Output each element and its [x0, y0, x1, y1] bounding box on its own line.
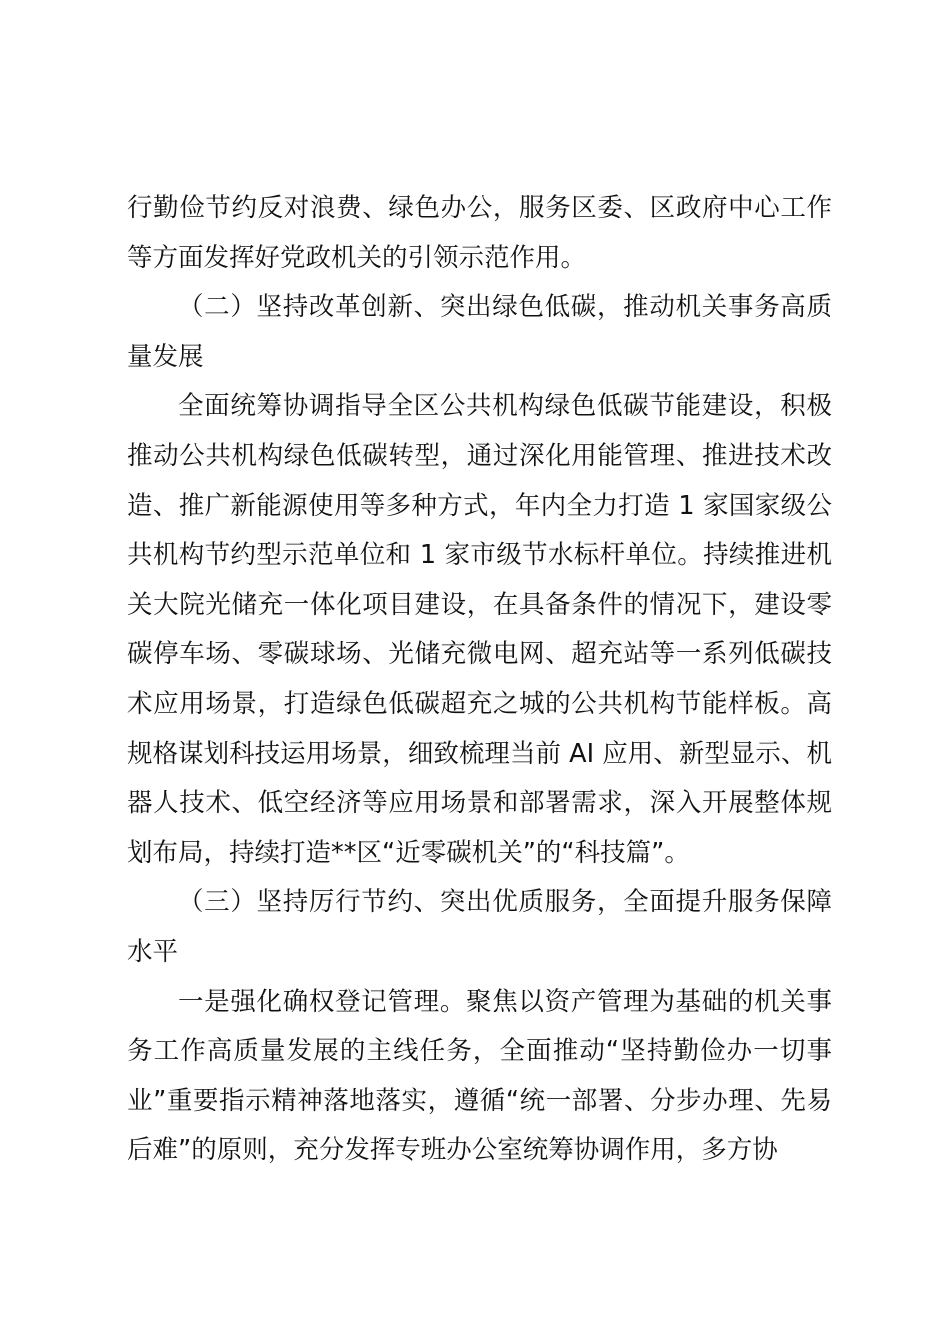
paragraph-asset-registration: 一是强化确权登记管理。聚焦以资产管理为基础的机关事务工作高质量发展的主线任务，全面推动“坚持勤俭办一切事业”重要指示精神落地落实，遵循“统一部署、分步办理、先易后难”的原则，充分发挥专班办公室统筹协调作用，多方协: [127, 986, 832, 1166]
section-heading-2: （二）坚持改革创新、突出绿色低碳，推动机关事务高质量发展: [127, 292, 832, 372]
paragraph-green-low-carbon: 全面统筹协调指导全区公共机构绿色低碳节能建设，积极推动公共机构绿色低碳转型，通过深化用能管理、推进技术改造、推广新能源使用等多种方式，年内全力打造 1 家国家级公共机构节约型示范单位和 1 家市级节水标杆单位。持续推进机关大院光储充一体化项目建设，在具备条件的情况下，建设零碳停车场、零碳球场、光储充微电网、超充站等一系列低碳技术应用场景，打造绿色低碳超充之城的公共机构节能样板。高规格谋划科技运用场景，细致梳理当前 AI 应用、新型显示、机器人技术、低空经济等应用场景和部署需求，深入开展整体规划布局，持续打造**区“近零碳机关”的“科技篇”。: [127, 391, 832, 868]
section-heading-3: （三）坚持厉行节约、突出优质服务，全面提升服务保障水平: [127, 887, 832, 967]
paragraph-continuation: 行勤俭节约反对浪费、绿色办公，服务区委、区政府中心工作等方面发挥好党政机关的引领示范作用。: [127, 193, 832, 273]
document-body: [127, 184, 832, 1176]
